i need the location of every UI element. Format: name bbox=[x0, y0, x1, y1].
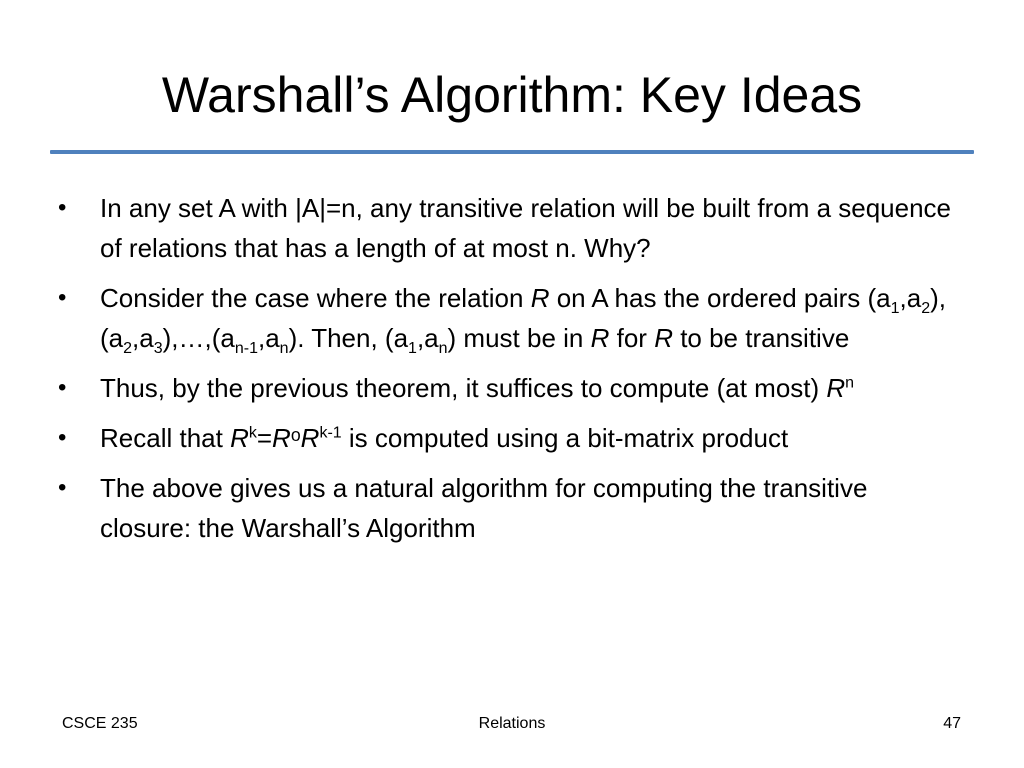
footer-course: CSCE 235 bbox=[62, 715, 138, 732]
bullet-item bbox=[58, 418, 958, 458]
bullet-item bbox=[58, 278, 958, 358]
title-divider bbox=[50, 150, 974, 154]
slide-title: Warshall’s Algorithm: Key Ideas bbox=[161, 67, 863, 123]
bullet-text: In any set A with |A|=n, any transitive relation will be built from a sequence of relations that has a length of at most n. Why? bbox=[100, 193, 952, 263]
bullet-icon: • bbox=[58, 284, 67, 311]
bullet-text: Consider the case where the relation R on A has the ordered pairs $(a_1,a_2),(a_2,a_3),\dots,(a_{n-1},a_n)$. Then, $(a_1,a_n)$ must be in R for R to be transitive bbox=[100, 283, 946, 358]
footer-topic: Relations bbox=[478, 715, 546, 732]
bullet-item bbox=[58, 368, 958, 408]
bullet-text: Recall that $R^k=RᵒR^{k-1}$ is computed using a bit-matrix product bbox=[100, 423, 789, 453]
slide-number: 47 bbox=[943, 715, 961, 732]
bullet-icon: • bbox=[58, 194, 67, 221]
bullet-icon: • bbox=[58, 474, 67, 501]
bullet-icon: • bbox=[58, 374, 67, 401]
bullet-item bbox=[58, 468, 958, 548]
bullet-text: Thus, by the previous theorem, it suffices to compute (at most) $R^n$ bbox=[100, 373, 855, 403]
bullet-item bbox=[58, 188, 958, 268]
bullet-list bbox=[58, 188, 958, 558]
bullet-text: The above gives us a natural algorithm for computing the transitive closure: the Warshall’s Algorithm bbox=[100, 473, 868, 543]
bullet-icon: • bbox=[58, 424, 67, 451]
